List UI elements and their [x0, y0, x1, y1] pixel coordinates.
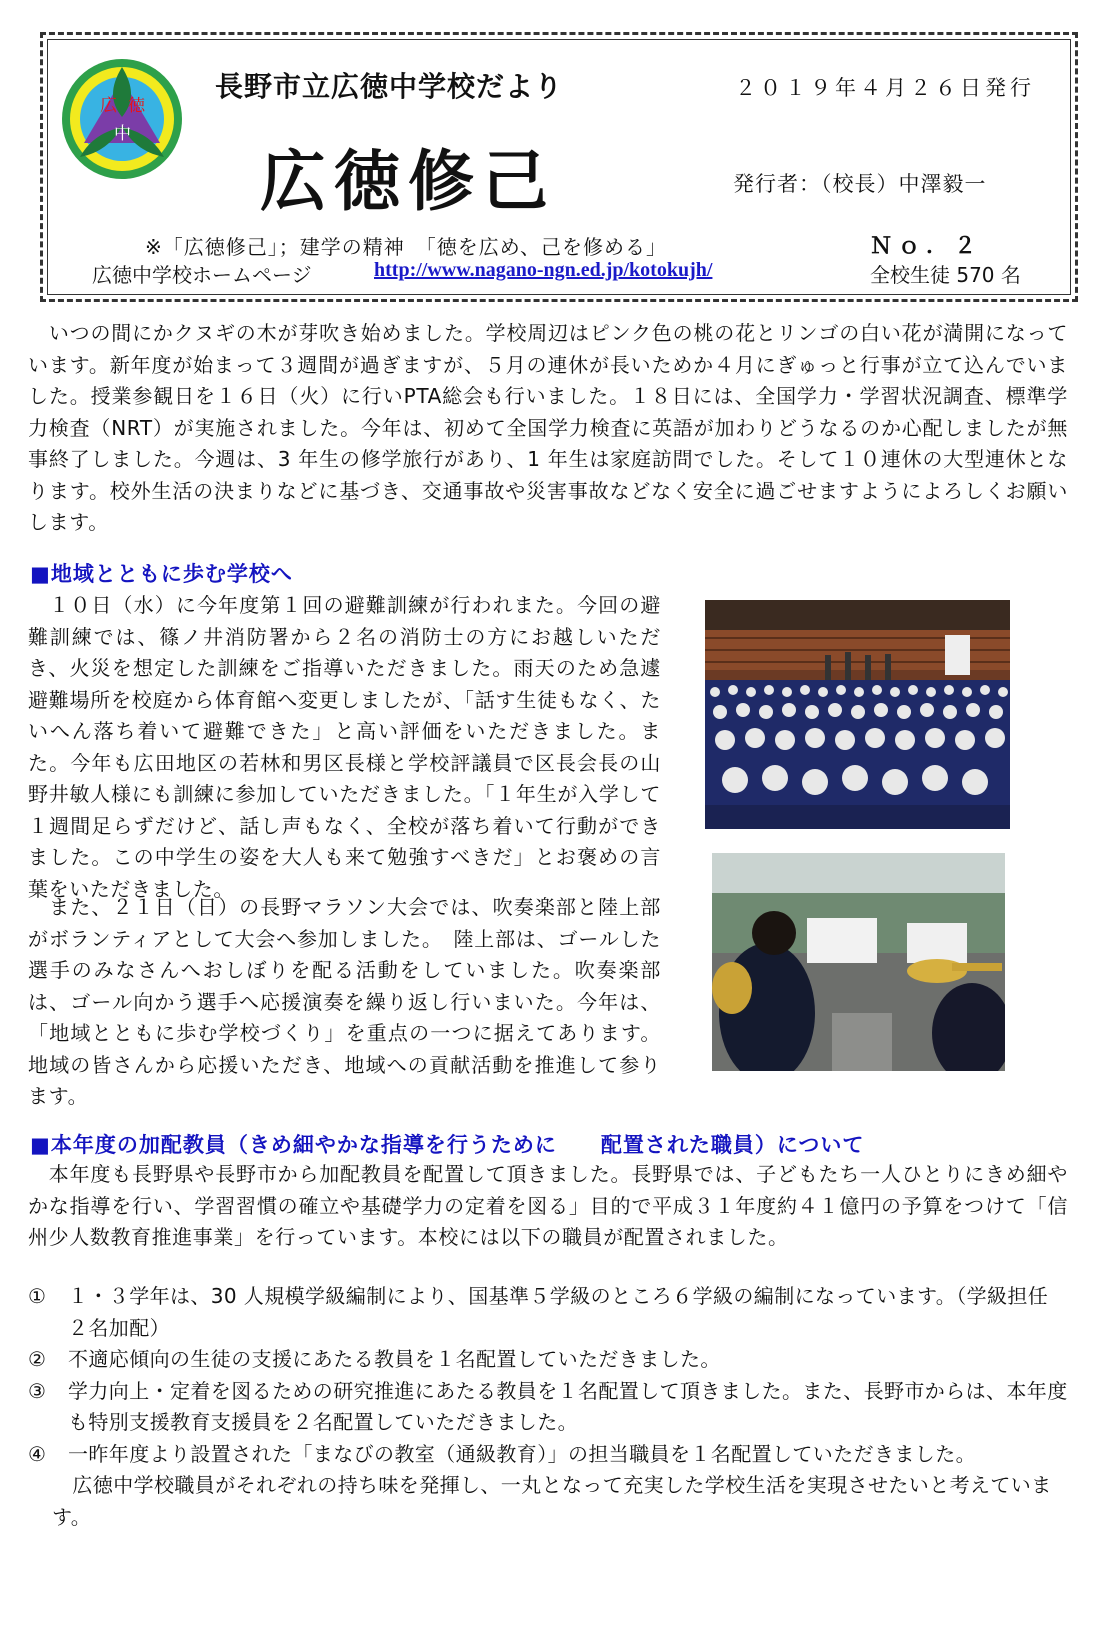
- list-item-text: 学力向上・定着を図るための研究推進にあたる教員を１名配置して頂きました。また、長野市からは、本年度も特別支援教育支援員を２名配置していただきました。: [68, 1378, 1068, 1434]
- logo-char-2: 徳: [128, 96, 145, 116]
- section2-heading: ■本年度の加配教員（きめ細やかな指導を行うために 配置された職員）について: [30, 1133, 865, 1157]
- list-item: [28, 1344, 1068, 1376]
- list-item-number: ④: [28, 1441, 47, 1466]
- student-count: 全校生徒 570 名: [870, 263, 1021, 287]
- list-item-number: ③: [28, 1378, 47, 1403]
- evacuation-drill-photo: [705, 600, 1010, 829]
- list-item-number: ②: [28, 1347, 47, 1371]
- list-item-number: ①: [28, 1284, 47, 1308]
- section1-body: １０日（水）に今年度第１回の避難訓練が行われまた。今回の避難訓練では、篠ノ井消防署から２名の消防士の方にお越しいただき、火災を想定した訓練をご指導いただきました。雨天のため急遽避難場所を校庭から体育館へ変更しましたが、「話す生徒もなく、たいへん落ち着いて避難できた」と高い評価をいただきました。また。今年も広田地区の若林和男区長様と学校評議員で区長会長の山野井敏人様にも訓練に参加していただきました。「１年生が入学して１週間足らずだけど、話し声もなく、全校が落ち着いて行動ができました。この中学生の姿を大人も来て勉強すべきだ」とお褒めの言葉をいただきました。: [28, 593, 661, 901]
- logo-char-1: 広: [100, 96, 117, 116]
- staff-list: [28, 1281, 1068, 1533]
- homepage-label: 広徳中学校ホームページ: [92, 263, 312, 287]
- issue-date: ２０１９年４月２６日発行: [735, 76, 1035, 100]
- school-name: 長野市立広徳中学校だより: [215, 70, 564, 103]
- list-item-text: 一昨年度より設置された「まなびの教室（通級教育）」の担当職員を１名配置していただきました。: [68, 1441, 976, 1466]
- newsletter-title: 広徳修己: [260, 142, 556, 220]
- publisher: 発行者：（校長）中澤毅一: [733, 172, 987, 196]
- list-item: [28, 1281, 1068, 1344]
- closing-paragraph: 広徳中学校職員がそれぞれの持ち味を発揮し、一丸となって充実した学校生活を実現させたいと考えています。: [52, 1473, 1052, 1529]
- issue-number: Ｎｏ．２: [870, 233, 983, 259]
- list-item: [28, 1376, 1068, 1439]
- list-item-text: 不適応傾向の生徒の支援にあたる教員を１名配置していただきました。: [68, 1347, 721, 1371]
- logo-char-3: 中: [114, 124, 131, 144]
- section1-heading: ■地域とともに歩む学校へ: [30, 562, 293, 586]
- list-item: [28, 1439, 1068, 1471]
- homepage-link[interactable]: http://www.nagano-ngn.ed.jp/kotokujh/: [374, 259, 713, 281]
- motto: ※「広徳修己」；建学の精神 「徳を広め、己を修める」: [145, 235, 667, 259]
- list-item-text: １・３学年は、30 人規模学級編制により、国基準５学級のところ６学級の編制になっています。（学級担任２名加配）: [68, 1284, 1049, 1340]
- school-logo: [60, 57, 184, 181]
- section1-body-2: また、２１日（日）の長野マラソン大会では、吹奏楽部と陸上部がボランティアとして大会へ参加しました。 陸上部は、ゴールした選手のみなさんへおしぼりを配る活動をしていました。吹奏楽部は、ゴール向かう選手へ応援演奏を繰り返し行いまいた。今年は、「地域とともに歩む学校づくり」を重点の一つに据えてあります。地域の皆さんから応援いただき、地域への貢献活動を推進して参ります。: [28, 895, 661, 1108]
- brass-band-photo: [712, 853, 1005, 1071]
- intro-paragraph: いつの間にかクヌギの木が芽吹き始めました。学校周辺はピンク色の桃の花とリンゴの白い花が満開になっています。新年度が始まって３週間が過ぎますが、５月の連休が長いためか４月にぎゅっと行事が立て込んでいました。授業参観日を１６日（火）に行いPTA総会も行いました。１８日には、全国学力・学習状況調査、標準学力検査（NRT）が実施されました。今年は、初めて全国学力検査に英語が加わりどうなるのか心配しましたが無事終了しました。今週は、3 年生の修学旅行があり、1 年生は家庭訪問でした。そして１０連休の大型連休となります。校外生活の決まりなどに基づき、交通事故や災害事故などなく安全に過ごせますようによろしくお願いします。: [28, 321, 1068, 534]
- section2-body: 本年度も長野県や長野市から加配教員を配置して頂きました。長野県では、子どもたち一人ひとりにきめ細やかな指導を行い、学習習慣の確立や基礎学力の定着を図る」目的で平成３１年度約４１億円の予算をつけて「信州少人数教育推進事業」を行っています。本校には以下の職員が配置されました。: [28, 1162, 1068, 1249]
